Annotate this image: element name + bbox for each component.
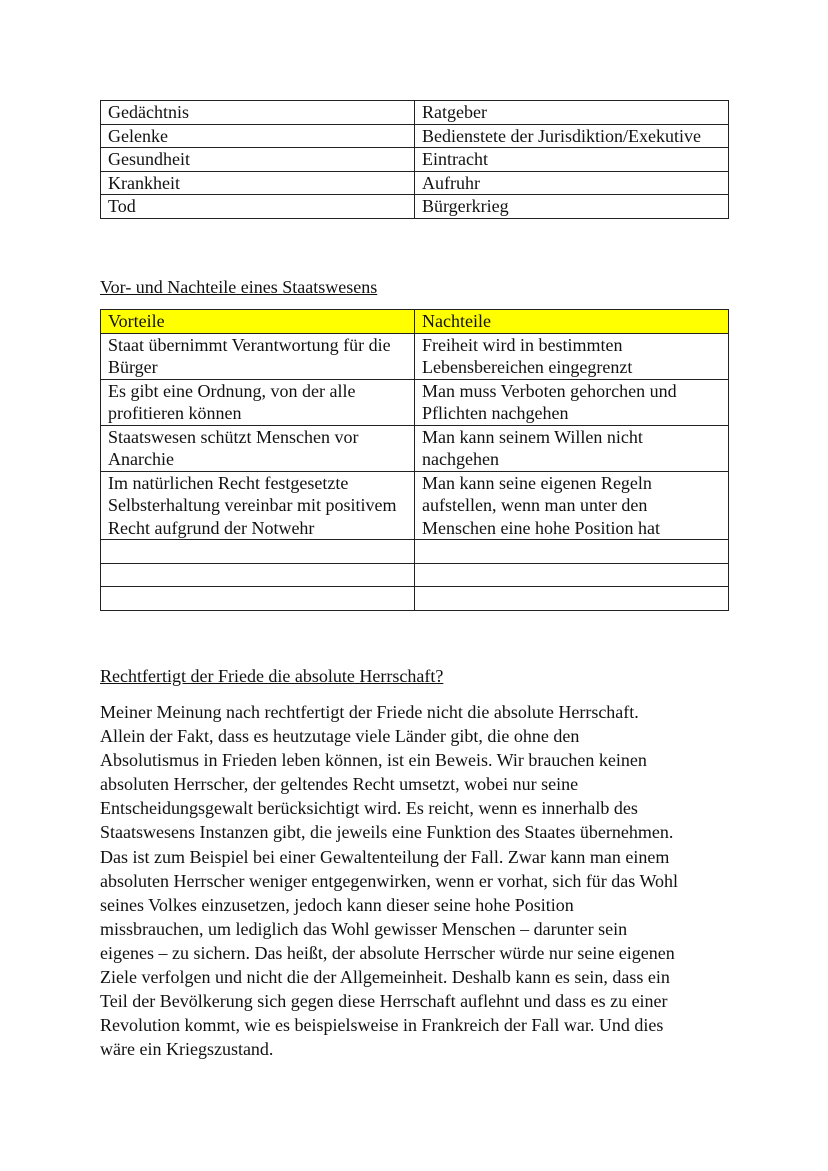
table-cell <box>415 563 729 587</box>
essay-line: absoluten Herrscher weniger entgegenwirken, wenn er vorhat, sich für das Wohl <box>100 870 679 891</box>
essay-line: Allein der Fakt, dass es heutzutage viele Länder gibt, die ohne den <box>100 726 580 747</box>
table-row <box>101 124 729 148</box>
essay-line: absoluten Herrscher, der geltendes Recht umsetzt, wobei nur seine <box>100 774 579 795</box>
table-cell <box>101 540 415 564</box>
table-row <box>101 425 729 471</box>
table-cell: Gesundheit <box>101 148 415 172</box>
table-header-row <box>101 310 729 334</box>
essay-line: missbrauchen, um lediglich das Wohl gewisser Menschen – darunter sein <box>100 918 628 939</box>
essay-line: Staatswesens Instanzen gibt, die jeweils eine Funktion des Staates übernehmen. <box>100 822 674 843</box>
table-cell: Staat übernimmt Verantwortung für die Bürger <box>101 333 415 379</box>
table-row <box>101 101 729 125</box>
essay-paragraph <box>100 700 740 1061</box>
table-cell: Gedächtnis <box>101 101 415 125</box>
column-header-pros: Vorteile <box>101 310 415 334</box>
table-cell: Es gibt eine Ordnung, von der alle profitieren können <box>101 379 415 425</box>
table-row <box>101 195 729 219</box>
pros-cons-table <box>100 309 729 611</box>
table-cell <box>415 587 729 611</box>
table-cell <box>101 587 415 611</box>
organ-analogy-table <box>100 100 729 219</box>
table-cell: Staatswesen schützt Menschen vor Anarchie <box>101 425 415 471</box>
table-row-empty <box>101 540 729 564</box>
section-heading-pros-cons: Vor- und Nachteile eines Staatswesens <box>100 277 378 297</box>
essay-line: Absolutismus in Frieden leben können, ist ein Beweis. Wir brauchen keinen <box>100 750 647 771</box>
table-cell: Freiheit wird in bestimmten Lebensbereichen eingegrenzt <box>415 333 729 379</box>
table-cell: Man kann seinem Willen nicht nachgehen <box>415 425 729 471</box>
table-cell <box>101 563 415 587</box>
table-cell: Ratgeber <box>415 101 729 125</box>
table-row <box>101 333 729 379</box>
table-cell: Eintracht <box>415 148 729 172</box>
table-row <box>101 148 729 172</box>
table-cell: Aufruhr <box>415 171 729 195</box>
table-cell <box>415 540 729 564</box>
essay-line: Entscheidungsgewalt berücksichtigt wird. Es reicht, wenn es innerhalb des <box>100 798 638 819</box>
essay-line: Teil der Bevölkerung sich gegen diese Herrschaft auflehnt und dass es zu einer <box>100 991 668 1012</box>
column-header-cons: Nachteile <box>415 310 729 334</box>
table-cell: Tod <box>101 195 415 219</box>
table-row <box>101 171 729 195</box>
table-row <box>101 379 729 425</box>
table-cell: Im natürlichen Recht festgesetzte Selbsterhaltung vereinbar mit positivem Recht aufgrund der Notwehr <box>101 471 415 540</box>
table-cell: Man kann seine eigenen Regeln aufstellen, wenn man unter den Menschen eine hohe Position hat <box>415 471 729 540</box>
table-row-empty <box>101 563 729 587</box>
table-cell: Gelenke <box>101 124 415 148</box>
table-cell: Krankheit <box>101 171 415 195</box>
essay-line: Revolution kommt, wie es beispielsweise in Frankreich der Fall war. Und dies <box>100 1015 664 1036</box>
table-cell: Bürgerkrieg <box>415 195 729 219</box>
table-row-empty <box>101 587 729 611</box>
essay-line: seines Volkes einzusetzen, jedoch kann dieser seine hohe Position <box>100 894 574 915</box>
section-heading-question: Rechtfertigt der Friede die absolute Herrschaft? <box>100 666 444 686</box>
essay-line: wäre ein Kriegszustand. <box>100 1039 274 1060</box>
table-cell: Man muss Verboten gehorchen und Pflichten nachgehen <box>415 379 729 425</box>
essay-line: Ziele verfolgen und nicht die der Allgemeinheit. Deshalb kann es sein, dass ein <box>100 967 670 988</box>
table-row <box>101 471 729 540</box>
essay-line: eigenes – zu sichern. Das heißt, der absolute Herrscher würde nur seine eigenen <box>100 942 675 963</box>
essay-line: Das ist zum Beispiel bei einer Gewaltenteilung der Fall. Zwar kann man einem <box>100 846 670 867</box>
essay-line: Meiner Meinung nach rechtfertigt der Friede nicht die absolute Herrschaft. <box>100 702 639 722</box>
table-cell: Bedienstete der Jurisdiktion/Exekutive <box>415 124 729 148</box>
